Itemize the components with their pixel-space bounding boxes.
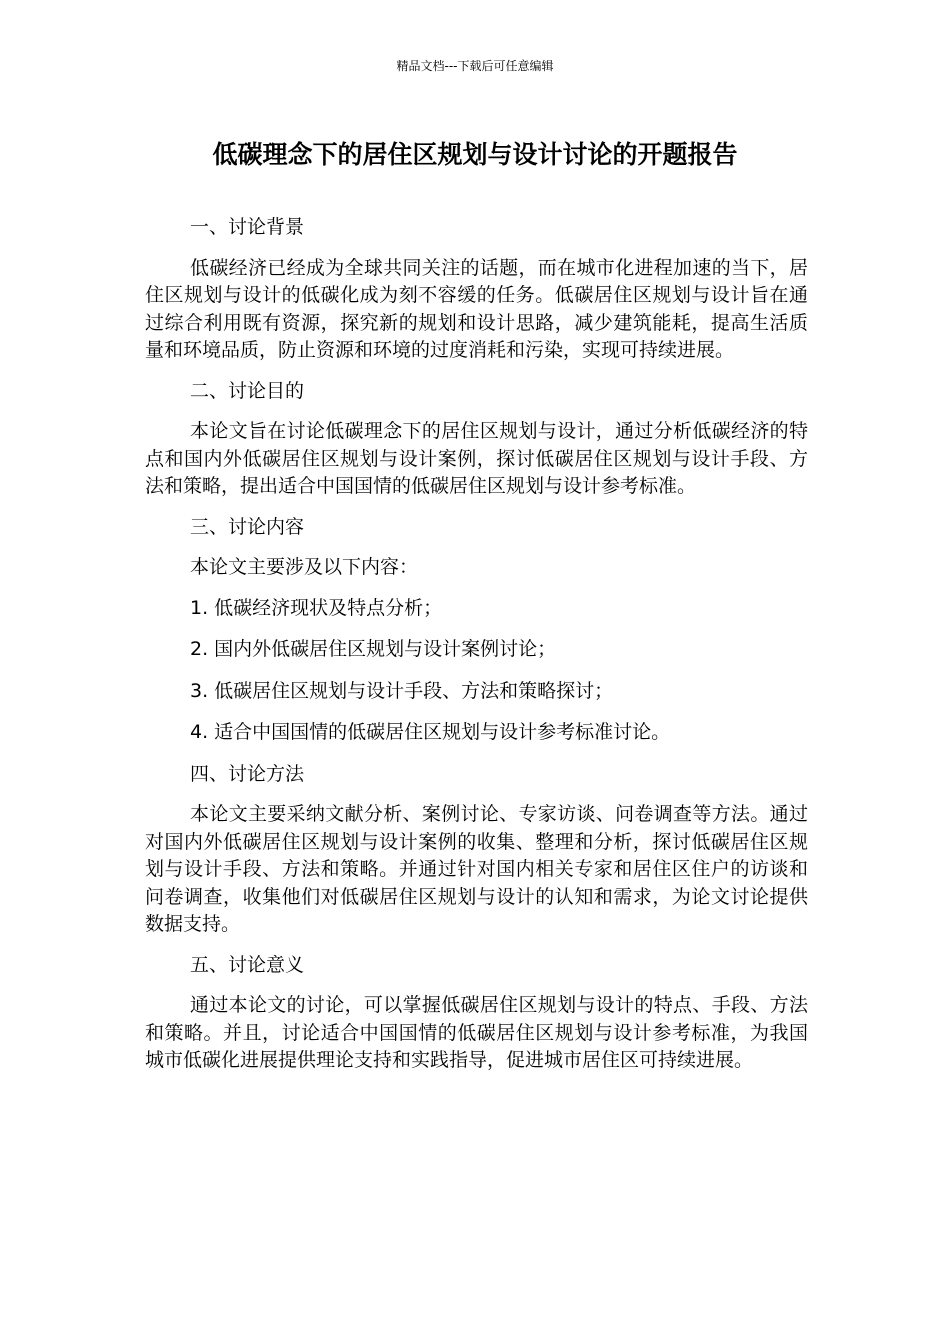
section-text-method: 本论文主要采纳文献分析、案例讨论、专家访谈、问卷调查等方法。通过对国内外低碳居住区规划与设计案例的收集、整理和分析，探讨低碳居住区规划与设计手段、方法和策略。并通过针对国内相关专家和居住区住户的访谈和问卷调查，收集他们对低碳居住区规划与设计的认知和需求，为论文讨论提供数据支持。 [145, 803, 808, 935]
section-heading-significance: 五、讨论意义 [190, 953, 305, 976]
section-text-purpose: 本论文旨在讨论低碳理念下的居住区规划与设计，通过分析低碳经济的特点和国内外低碳居住区规划与设计案例，探讨低碳居住区规划与设计手段、方法和策略，提出适合中国国情的低碳居住区规划与设计参考标准。 [145, 420, 808, 497]
section-heading-content: 三、讨论内容 [190, 515, 305, 538]
section-text-background: 低碳经济已经成为全球共同关注的话题，而在城市化进程加速的当下，居住区规划与设计的低碳化成为刻不容缓的任务。低碳居住区规划与设计旨在通过综合利用既有资源，探究新的规划和设计思路，减少建筑能耗，提高生活质量和环境品质，防止资源和环境的过度消耗和污染，实现可持续进展。 [145, 256, 808, 361]
content-list-item: 2. 国内外低碳居住区规划与设计案例讨论； [190, 638, 557, 660]
content-list-item: 4. 适合中国国情的低碳居住区规划与设计参考标准讨论。 [190, 721, 671, 743]
document-title: 低碳理念下的居住区规划与设计讨论的开题报告 [212, 140, 738, 169]
page-header: 精品文档---下载后可任意编辑 [396, 59, 554, 73]
content-list-item: 1. 低碳经济现状及特点分析； [190, 596, 443, 619]
content-list-item: 3. 低碳居住区规划与设计手段、方法和策略探讨； [190, 679, 614, 702]
section-heading-background: 一、讨论背景 [190, 216, 305, 238]
section-intro-content: 本论文主要涉及以下内容： [190, 556, 419, 578]
section-heading-method: 四、讨论方法 [190, 762, 305, 785]
section-text-significance: 通过本论文的讨论，可以掌握低碳居住区规划与设计的特点、手段、方法和策略。并且，讨论适合中国国情的低碳居住区规划与设计参考标准，为我国城市低碳化进展提供理论支持和实践指导，促进城市居住区可持续进展。 [145, 994, 808, 1071]
document-body [145, 214, 808, 1088]
section-heading-purpose: 二、讨论目的 [190, 379, 305, 402]
